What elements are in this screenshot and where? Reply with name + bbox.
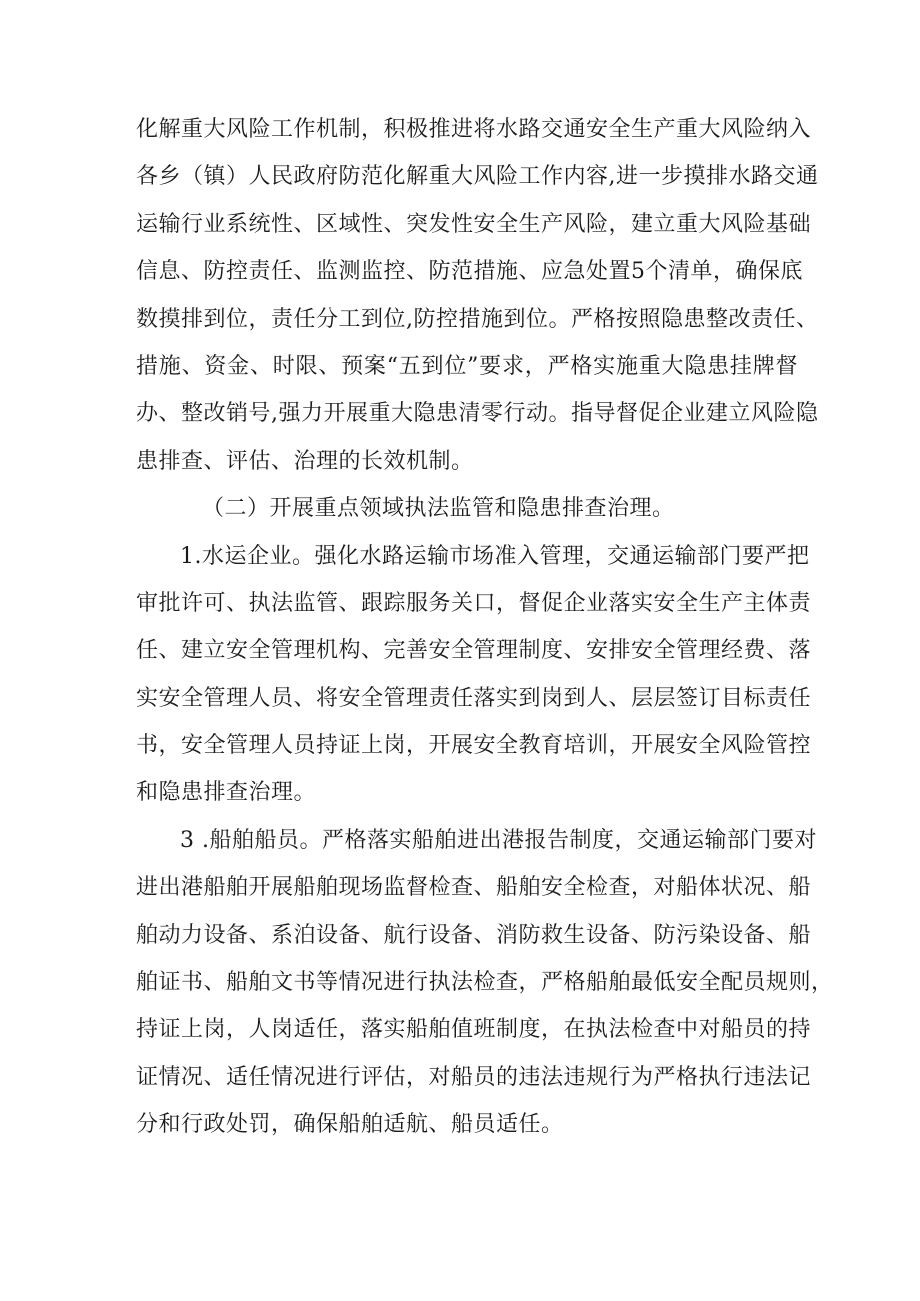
text-line: 持证上岗，人岗适任，落实船舶值班制度，在执法检查中对船员的持 bbox=[136, 1017, 812, 1043]
text-line: 信息、防控责任、监测监控、防范措施、应急处置5个清单，确保底 bbox=[136, 259, 803, 285]
text-line: 运输行业系统性、区域性、突发性安全生产风险，建立重大风险基础 bbox=[136, 211, 812, 237]
text-line: 化解重大风险工作机制，积极推进将水路交通安全生产重大风险纳入 bbox=[136, 117, 812, 142]
text-line: 患排查、评估、治理的长效机制。 bbox=[136, 448, 474, 474]
text-line: 舶证书、船舶文书等情况进行执法检查，严格船舶最低安全配员规则， bbox=[136, 970, 834, 996]
text-line: 数摸排到位，责任分工到位,防控措施到位。严格按照隐患整改责任、 bbox=[136, 306, 819, 332]
text-line: 证情况、适任情况进行评估，对船员的违法违规行为严格执行违法记 bbox=[136, 1064, 812, 1090]
text-line: 1.水运企业。强化水路运输市场准入管理，交通运输部门要严把 bbox=[180, 543, 810, 569]
text-line: 书，安全管理人员持证上岗，开展安全教育培训，开展安全风险管控 bbox=[136, 733, 812, 759]
text-line: 措施、资金、时限、预案“五到位”要求，严格实施重大隐患挂牌督 bbox=[136, 353, 798, 379]
text-line: 3 .船舶船员。严格落实船舶进出港报告制度，交通运输部门要对 bbox=[180, 827, 817, 853]
text-line: 进出港船舶开展船舶现场监督检查、船舶安全检查，对船体状况、船 bbox=[136, 875, 812, 901]
text-line: 办、整改销号,强力开展重大隐患清零行动。指导督促企业建立风险隐 bbox=[136, 401, 819, 427]
text-line: 舶动力设备、系泊设备、航行设备、消防救生设备、防污染设备、船 bbox=[136, 922, 812, 948]
text-line: 和隐患排查治理。 bbox=[136, 780, 317, 806]
paragraph-risk-mechanism bbox=[136, 106, 819, 485]
paragraph-shipping-enterprises bbox=[136, 533, 812, 817]
text-line: 各乡（镇）人民政府防范化解重大风险工作内容,进一步摸排水路交通 bbox=[136, 164, 819, 190]
paragraph-ships-crew bbox=[136, 817, 834, 1149]
section-heading: （二）开展重点领域执法监管和隐患排查治理。 bbox=[202, 496, 675, 522]
text-line: 分和行政处罚，确保船舶适航、船员适任。 bbox=[136, 1112, 564, 1138]
text-line: 任、建立安全管理机构、完善安全管理制度、安排安全管理经费、落 bbox=[136, 638, 812, 664]
text-line: 审批许可、执法监管、跟踪服务关口，督促企业落实安全生产主体责 bbox=[136, 590, 812, 616]
document-body bbox=[136, 106, 834, 1149]
text-line: 实安全管理人员、将安全管理责任落实到岗到人、层层签订目标责任 bbox=[136, 685, 812, 711]
